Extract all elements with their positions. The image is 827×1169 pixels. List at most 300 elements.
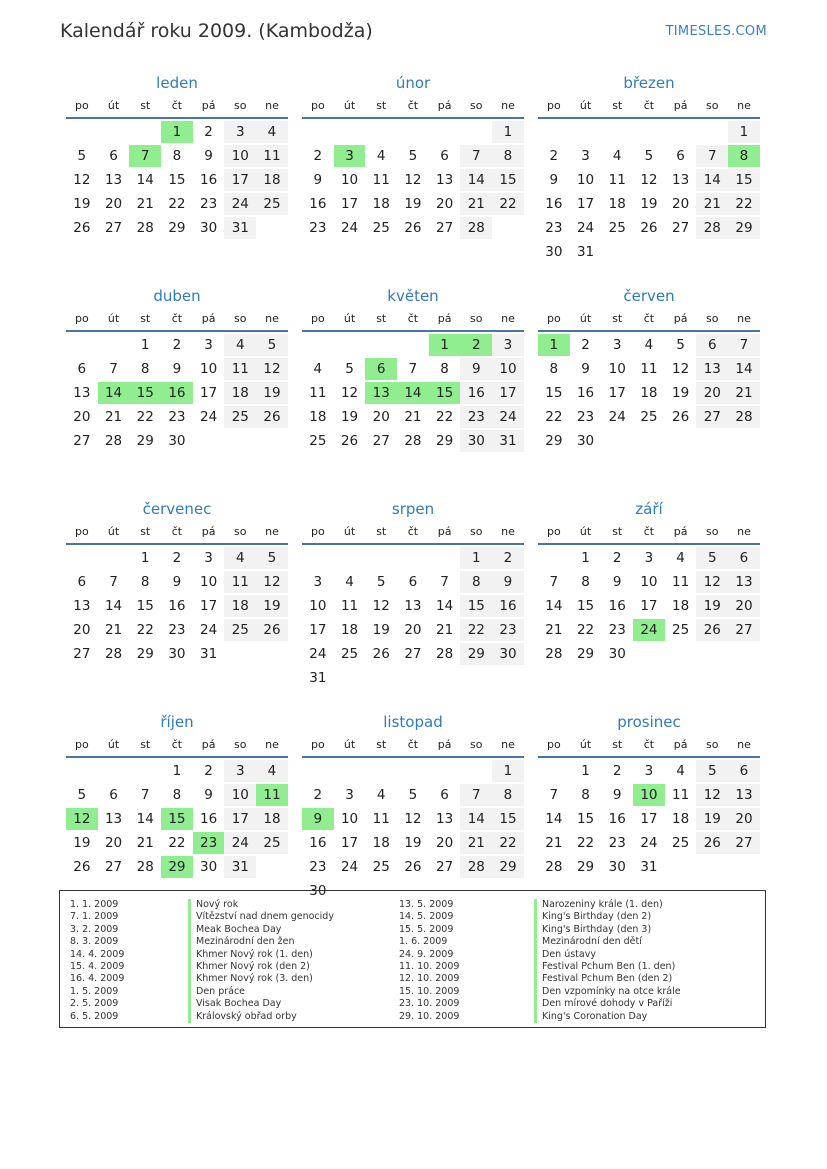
day-cell: 30: [200, 859, 218, 875]
legend-date: 12. 10. 2009: [399, 973, 460, 985]
empty-cell: [429, 121, 461, 143]
day-cell: 20: [672, 196, 690, 212]
day-cell: 10: [309, 598, 327, 614]
weekday-label: so: [706, 525, 719, 538]
day-cell: 14: [460, 808, 492, 830]
weekday-label: čt: [643, 738, 655, 751]
legend-holiday-name: Nový rok: [188, 899, 388, 911]
day-cell: 10: [200, 574, 218, 590]
holiday-day-cell: 7: [129, 145, 161, 167]
day-cell: 26: [640, 220, 658, 236]
weekday-label: ne: [265, 312, 279, 325]
day-cell: 17: [224, 169, 256, 191]
day-cell: 26: [404, 859, 422, 875]
day-cell: 29: [136, 646, 154, 662]
day-cell: 21: [696, 193, 728, 215]
empty-cell: [129, 121, 161, 143]
day-cell: 6: [109, 148, 118, 164]
day-grid: [66, 120, 288, 240]
day-cell: 25: [309, 433, 327, 449]
day-cell: 14: [136, 172, 154, 188]
weekday-label: po: [310, 99, 325, 112]
legend-date: 7. 1. 2009: [70, 911, 119, 923]
day-cell: 26: [672, 409, 690, 425]
weekday-label: so: [470, 738, 483, 751]
month-name: prosinec: [617, 713, 681, 731]
weekday-label: út: [579, 99, 592, 112]
day-cell: 22: [576, 835, 595, 851]
month-name: duben: [153, 287, 201, 305]
month-name: únor: [395, 74, 431, 92]
day-cell: 24: [224, 832, 256, 854]
empty-cell: [397, 760, 429, 782]
day-cell: 16: [460, 382, 492, 404]
legend-date: 2. 5. 2009: [70, 998, 119, 1010]
day-cell: 29: [545, 433, 563, 449]
weekday-label: pá: [201, 312, 216, 325]
legend-holiday-name: Den vzpomínky na otce krále: [534, 986, 754, 998]
day-cell: 30: [168, 646, 186, 662]
day-cell: 4: [224, 334, 256, 356]
legend-date: 1. 5. 2009: [70, 985, 119, 997]
weekday-header: [302, 95, 524, 119]
day-cell: 13: [728, 784, 760, 806]
empty-cell: [365, 334, 397, 356]
weekday-label: ne: [265, 99, 279, 112]
day-cell: 31: [224, 856, 256, 878]
day-grid: [538, 759, 760, 879]
day-cell: 24: [200, 622, 218, 638]
day-cell: 31: [576, 244, 595, 260]
month-name: červenec: [142, 500, 212, 518]
day-cell: 14: [545, 811, 563, 827]
weekday-label: st: [140, 99, 151, 112]
day-cell: 7: [696, 145, 728, 167]
day-cell: 9: [612, 574, 622, 590]
weekday-label: pá: [673, 738, 688, 751]
day-cell: 7: [440, 574, 449, 590]
day-cell: 17: [200, 385, 218, 401]
day-cell: 19: [256, 595, 288, 617]
weekday-label: pá: [673, 525, 688, 538]
day-cell: 16: [492, 595, 524, 617]
day-cell: 10: [340, 172, 359, 188]
empty-cell: [696, 121, 728, 143]
day-cell: 9: [460, 358, 492, 380]
day-cell: 11: [608, 172, 626, 188]
day-cell: 6: [728, 760, 760, 782]
day-cell: 6: [728, 547, 760, 569]
day-cell: 25: [608, 220, 626, 236]
day-cell: 22: [168, 835, 186, 851]
day-cell: 7: [109, 574, 118, 590]
weekday-label: so: [470, 312, 483, 325]
weekday-label: st: [140, 738, 151, 751]
day-cell: 30: [492, 643, 524, 665]
day-cell: 23: [168, 409, 186, 425]
day-cell: 16: [200, 172, 218, 188]
day-cell: 17: [340, 835, 359, 851]
empty-cell: [570, 121, 602, 143]
day-cell: 8: [140, 574, 150, 590]
day-cell: 9: [204, 787, 213, 803]
day-cell: 19: [696, 808, 728, 830]
empty-cell: [302, 547, 334, 569]
day-cell: 23: [309, 220, 327, 236]
month-říjen: [66, 712, 288, 905]
day-cell: 3: [224, 121, 256, 143]
day-cell: 1: [460, 547, 492, 569]
holiday-day-cell: 12: [66, 808, 98, 830]
weekday-label: ne: [501, 738, 515, 751]
month-name: listopad: [383, 713, 443, 731]
day-cell: 19: [696, 595, 728, 617]
weekday-label: čt: [643, 99, 655, 112]
day-grid: [302, 120, 524, 240]
empty-cell: [66, 760, 98, 782]
holiday-day-cell: 29: [161, 856, 193, 878]
day-cell: 21: [104, 409, 123, 425]
day-grid: [538, 546, 760, 666]
day-cell: 6: [676, 148, 685, 164]
day-cell: 5: [408, 787, 418, 803]
day-cell: 2: [612, 763, 622, 779]
day-cell: 2: [313, 148, 323, 164]
weekday-label: ne: [501, 312, 515, 325]
weekday-label: so: [470, 99, 483, 112]
day-cell: 15: [728, 169, 760, 191]
day-cell: 16: [608, 811, 626, 827]
weekday-header: [538, 95, 760, 119]
day-cell: 18: [640, 385, 658, 401]
day-cell: 6: [408, 574, 418, 590]
day-cell: 24: [340, 859, 359, 875]
day-cell: 19: [256, 382, 288, 404]
weekday-label: pá: [437, 525, 452, 538]
weekday-label: čt: [643, 525, 655, 538]
day-grid: [66, 546, 288, 666]
day-cell: 9: [581, 361, 590, 377]
legend-holiday-name: Visak Bochea Day: [188, 998, 388, 1010]
holiday-day-cell: 1: [538, 334, 570, 356]
holiday-day-cell: 15: [161, 808, 193, 830]
empty-cell: [98, 334, 130, 356]
day-cell: 20: [104, 835, 123, 851]
day-grid: [538, 333, 760, 453]
day-cell: 25: [340, 646, 359, 662]
legend-holiday-name: King's Coronation Day: [534, 1011, 754, 1023]
day-cell: 28: [136, 220, 154, 236]
legend-holiday-name: King's Birthday (den 3): [534, 924, 754, 936]
weekday-label: pá: [201, 99, 216, 112]
day-cell: 26: [696, 619, 728, 641]
day-cell: 18: [256, 808, 288, 830]
day-cell: 19: [640, 196, 658, 212]
day-cell: 17: [200, 598, 218, 614]
weekday-label: čt: [171, 525, 183, 538]
day-cell: 15: [545, 385, 563, 401]
day-cell: 7: [549, 574, 559, 590]
day-cell: 5: [696, 760, 728, 782]
day-cell: 11: [309, 385, 327, 401]
day-cell: 4: [256, 121, 288, 143]
day-cell: 16: [309, 835, 327, 851]
day-cell: 9: [204, 148, 213, 164]
day-cell: 27: [73, 433, 91, 449]
legend-date: 13. 5. 2009: [399, 899, 454, 910]
day-cell: 5: [676, 337, 685, 353]
legend-date: 3. 2. 2009: [70, 923, 119, 935]
weekday-label: ne: [737, 525, 751, 538]
day-cell: 23: [460, 406, 492, 428]
day-cell: 25: [640, 409, 658, 425]
day-cell: 6: [77, 361, 87, 377]
day-cell: 4: [376, 787, 386, 803]
legend-holiday-name: King's Birthday (den 2): [534, 911, 754, 923]
day-cell: 14: [728, 358, 760, 380]
day-cell: 22: [136, 409, 154, 425]
day-cell: 25: [672, 622, 690, 638]
day-cell: 8: [140, 361, 150, 377]
day-cell: 1: [172, 763, 182, 779]
day-cell: 10: [340, 811, 359, 827]
weekday-label: ne: [265, 738, 279, 751]
day-grid: [66, 759, 288, 879]
day-cell: 24: [576, 220, 595, 236]
weekday-header: [66, 95, 288, 119]
weekday-label: út: [107, 99, 120, 112]
empty-cell: [429, 547, 461, 569]
weekday-label: čt: [407, 525, 419, 538]
day-cell: 30: [545, 244, 563, 260]
day-cell: 27: [104, 220, 123, 236]
weekday-header: [66, 521, 288, 545]
month-name: červen: [623, 287, 675, 305]
page-title: Kalendář roku 2009. (Kambodža): [60, 20, 373, 42]
empty-cell: [460, 760, 492, 782]
empty-cell: [302, 334, 334, 356]
day-cell: 16: [608, 598, 626, 614]
month-únor: [302, 73, 524, 266]
holiday-day-cell: 1: [161, 121, 193, 143]
day-cell: 1: [728, 121, 760, 143]
day-cell: 3: [313, 574, 323, 590]
day-cell: 9: [172, 574, 182, 590]
legend-holiday-name: Den mírové dohody v Paříži: [534, 998, 754, 1010]
day-cell: 30: [608, 859, 626, 875]
empty-cell: [365, 121, 397, 143]
day-cell: 20: [104, 196, 123, 212]
legend-holiday-name: Den práce: [188, 986, 388, 998]
day-cell: 2: [492, 547, 524, 569]
day-cell: 11: [672, 787, 690, 803]
day-cell: 7: [460, 145, 492, 167]
day-cell: 13: [73, 385, 91, 401]
holiday-day-cell: 23: [193, 832, 225, 854]
day-cell: 27: [436, 220, 454, 236]
day-cell: 1: [581, 763, 590, 779]
weekday-label: po: [310, 738, 325, 751]
legend-holiday-name: Mezinárodní den žen: [188, 936, 388, 948]
empty-cell: [538, 547, 570, 569]
weekday-label: ne: [737, 312, 751, 325]
empty-cell: [98, 760, 130, 782]
day-cell: 4: [224, 547, 256, 569]
day-cell: 21: [460, 832, 492, 854]
day-cell: 24: [200, 409, 218, 425]
weekday-header: [302, 734, 524, 758]
day-cell: 4: [256, 760, 288, 782]
month-září: [538, 499, 760, 692]
day-cell: 28: [545, 646, 563, 662]
day-cell: 12: [672, 361, 690, 377]
day-cell: 27: [728, 832, 760, 854]
weekday-label: so: [234, 738, 247, 751]
day-cell: 8: [440, 361, 449, 377]
day-cell: 22: [545, 409, 563, 425]
month-name: září: [635, 500, 663, 518]
day-cell: 29: [460, 643, 492, 665]
holiday-day-cell: 15: [429, 382, 461, 404]
day-cell: 24: [340, 220, 359, 236]
day-cell: 13: [436, 172, 454, 188]
weekday-label: čt: [407, 312, 419, 325]
weekday-label: pá: [437, 738, 452, 751]
day-cell: 26: [73, 220, 91, 236]
day-cell: 20: [372, 409, 390, 425]
day-cell: 22: [576, 622, 595, 638]
day-cell: 30: [200, 220, 218, 236]
day-cell: 24: [224, 193, 256, 215]
day-cell: 18: [672, 598, 690, 614]
day-cell: 13: [104, 811, 123, 827]
month-červen: [538, 286, 760, 479]
day-cell: 3: [492, 334, 524, 356]
day-cell: 19: [372, 622, 390, 638]
holiday-day-cell: 24: [633, 619, 665, 641]
day-cell: 12: [256, 358, 288, 380]
empty-cell: [98, 121, 130, 143]
weekday-label: ne: [737, 738, 751, 751]
day-cell: 13: [436, 811, 454, 827]
day-cell: 2: [172, 337, 182, 353]
day-cell: 12: [73, 172, 91, 188]
legend-date: 15. 4. 2009: [70, 960, 125, 972]
day-cell: 27: [696, 406, 728, 428]
day-cell: 22: [492, 832, 524, 854]
day-cell: 28: [460, 217, 492, 239]
legend-date: 14. 5. 2009: [399, 911, 454, 923]
day-cell: 5: [77, 148, 87, 164]
month-srpen: [302, 499, 524, 692]
day-cell: 25: [672, 835, 690, 851]
day-cell: 14: [104, 598, 123, 614]
legend-date: 16. 4. 2009: [70, 973, 125, 985]
weekday-label: út: [343, 738, 356, 751]
months-grid: [66, 73, 762, 905]
empty-cell: [302, 760, 334, 782]
weekday-label: út: [579, 738, 592, 751]
day-cell: 4: [676, 763, 685, 779]
site-link[interactable]: TIMESLES.COM: [665, 24, 767, 39]
day-cell: 16: [168, 598, 186, 614]
day-cell: 10: [608, 361, 626, 377]
weekday-label: pá: [201, 738, 216, 751]
month-květen: [302, 286, 524, 479]
day-cell: 22: [728, 193, 760, 215]
day-cell: 25: [372, 220, 390, 236]
day-cell: 15: [460, 595, 492, 617]
day-cell: 19: [404, 835, 422, 851]
weekday-label: čt: [407, 99, 419, 112]
day-cell: 9: [549, 172, 559, 188]
legend-date: 8. 3. 2009: [70, 936, 119, 948]
weekday-label: so: [470, 525, 483, 538]
day-cell: 9: [313, 172, 323, 188]
day-cell: 31: [224, 217, 256, 239]
legend-holiday-name: Meak Bochea Day: [188, 924, 388, 936]
day-cell: 9: [492, 571, 524, 593]
day-cell: 19: [73, 196, 91, 212]
weekday-label: út: [579, 312, 592, 325]
month-name: srpen: [391, 500, 435, 518]
day-cell: 30: [460, 430, 492, 452]
day-cell: 2: [204, 124, 213, 140]
day-cell: 9: [172, 361, 182, 377]
legend-holiday-name: Narozeniny krále (1. den): [534, 899, 754, 911]
holiday-day-cell: 16: [161, 382, 193, 404]
day-cell: 14: [545, 598, 563, 614]
weekday-label: út: [579, 525, 592, 538]
legend-date: 11. 10. 2009: [399, 960, 460, 972]
weekday-label: so: [234, 99, 247, 112]
weekday-label: út: [107, 312, 120, 325]
day-cell: 11: [672, 574, 690, 590]
day-cell: 3: [644, 550, 654, 566]
day-grid: [538, 120, 760, 264]
day-cell: 6: [696, 334, 728, 356]
day-cell: 30: [608, 646, 626, 662]
day-cell: 25: [256, 193, 288, 215]
day-cell: 13: [728, 571, 760, 593]
day-cell: 12: [696, 571, 728, 593]
day-cell: 23: [545, 220, 563, 236]
month-červenec: [66, 499, 288, 692]
day-cell: 10: [576, 172, 595, 188]
legend-holiday-name: Den ústavy: [534, 949, 754, 961]
empty-cell: [66, 334, 98, 356]
day-cell: 1: [581, 550, 590, 566]
day-cell: 24: [608, 409, 626, 425]
legend-date: 1. 1. 2009: [70, 899, 119, 910]
legend-date: 15. 10. 2009: [399, 985, 460, 997]
weekday-label: po: [74, 99, 89, 112]
day-cell: 29: [576, 859, 595, 875]
day-grid: [302, 546, 524, 690]
month-name: květen: [387, 287, 439, 305]
day-cell: 4: [676, 550, 685, 566]
empty-cell: [365, 547, 397, 569]
day-cell: 17: [640, 598, 658, 614]
weekday-label: po: [74, 525, 89, 538]
weekday-label: so: [234, 525, 247, 538]
day-cell: 11: [372, 811, 390, 827]
weekday-header: [66, 734, 288, 758]
day-cell: 5: [644, 148, 654, 164]
weekday-label: po: [546, 525, 561, 538]
empty-cell: [334, 121, 366, 143]
day-cell: 26: [73, 859, 91, 875]
